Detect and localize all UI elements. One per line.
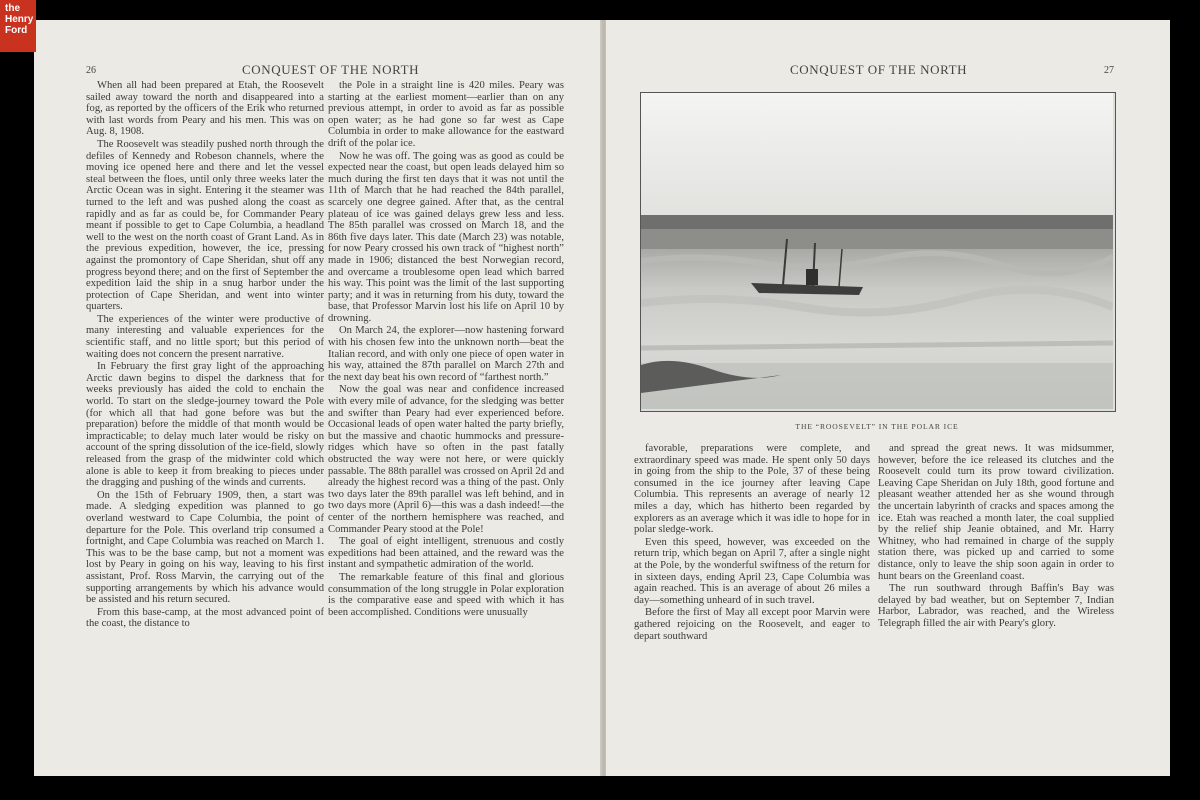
running-head-right: CONQUEST OF THE NORTH: [790, 62, 968, 77]
paragraph: The goal of eight intelligent, strenuous and costly expeditions had been attained, and the reward was the instant and sympathetic admiration of the world.: [328, 536, 564, 571]
paragraph: The experiences of the winter were productive of many interesting and valuable experiences for the scientific staff, and no little sport; but this period of waiting does not concern the present narrative.: [86, 313, 324, 360]
paragraph: and spread the great news. It was midsummer, however, before the ice released its clutches and the Roosevelt could turn its prow toward civilization. Leaving Cape Sheridan on July 18th, good fortune and pleasant weather attended her as she wound through the uncertain labyrinth of cracks and spaces among the ice. Etah was reached a month later, the coal supplied by the relief ship Jeanie obtained, and Mr. Harry Whitney, who had remained in charge of the supply station there, was picked up and carried to some distance, only to leave the ship soon again in order to hunt bears on the Greenland coast.: [878, 443, 1114, 582]
henry-ford-logo: [0, 0, 36, 52]
right-page: [606, 20, 1170, 776]
left-page-column-2: [328, 80, 564, 712]
paragraph: favorable, preparations were complete, and extraordinary speed was made. He spent only 50 days in going from the ship to the Pole, 37 of these being consumed in the ice journey after leaving Cape Columbia. This represents an average of nearly 12 miles a day, which has hitherto been regarded by explorers as an average which it was idle to hope for in polar sledge-work.: [634, 443, 870, 536]
paragraph: On the 15th of February 1909, then, a start was made. A sledging expedition was planned to go overland westward to Cape Columbia, the point of departure for the Pole. This overland trip consumed a fortnight, and Cape Columbia was reached on March 1. This was to be the base camp, but not a moment was lost by Peary in going on his way, leaving to his first assistant, Prof. Ross Marvin, the carrying out of the supporting arrangements by which his advance would be assisted and his return secured.: [86, 489, 324, 606]
running-head-left: CONQUEST OF THE NORTH: [242, 62, 420, 77]
logo-line-1: the: [5, 3, 20, 14]
paragraph: From this base-camp, at the most advanced point of the coast, the distance to: [86, 606, 324, 630]
paragraph: Now he was off. The going was as good as could be expected near the coast, but open leads delayed him so much during the first ten days that it was not until the 11th of March that he had reached the 84th parallel, scarcely one degree gained. After that, as the central plateau of ice was gained delays grew less and less. The 85th parallel was crossed on March 18, and the 86th five days later. This date (March 23) was notable, for now Peary crossed his own track of “highest north” made in 1906; distanced the best Norwegian record, and overcame a troublesome open lead which barred his way. This point was the limit of the last supporting party; and it was in returning from his duty, toward the base, that Professor Marvin lost his life on April 10 by drowning.: [328, 150, 564, 324]
left-page: [34, 20, 604, 776]
page-number-right: 27: [1104, 65, 1114, 76]
logo-line-3: Ford: [5, 25, 28, 36]
paragraph: Even this speed, however, was exceeded on the return trip, which began on April 7, after a single night at the Pole, by the wonderful swiftness of the return for in sixteen days, ending April 23, Cape Columbia was again reached. This is an average of about 26 miles a day—something unheard of in such travel.: [634, 536, 870, 606]
paragraph: Now the goal was near and confidence increased with every mile of advance, for the sledging was better and swifter than Peary had ever experienced before. Occasional leads of open water halted the party briefly, but the massive and chaotic hummocks and pressure-ridges which have so often in the past fatally obstructed the way were not here, or were quickly passable. The 88th parallel was crossed on April 2d and already the highest record was a thing of the past. Only two days later the 89th parallel was left behind, and in two days more (April 6)—this was a dash indeed!—the center of the northern hemisphere was reached, and Commander Peary stood at the Pole!: [328, 384, 564, 535]
photo-illustration: [641, 93, 1113, 409]
right-page-column-1: [634, 443, 870, 683]
photo-caption: THE “ROOSEVELT” IN THE POLAR ICE: [795, 422, 959, 431]
logo-line-2: Henry: [5, 14, 34, 25]
page-number-left: 26: [86, 65, 96, 76]
paragraph: Before the first of May all except poor Marvin were gathered rejoicing on the Roosevelt, and eager to depart southward: [634, 607, 870, 642]
left-page-column-1: [86, 80, 324, 712]
ship-in-ice-photograph: [641, 93, 1113, 409]
paragraph: The run southward through Baffin's Bay was delayed by bad weather, but on September 7, Indian Harbor, Labrador, was reached, and the Wireless Telegraph filled the air with Peary's glory.: [878, 583, 1114, 629]
paragraph: the Pole in a straight line is 420 miles. Peary was starting at the earliest moment—earlier than on any previous attempt, in order to avoid as far as possible open water; as he had gone so far west as Cape Columbia in order to make allowance for the eastward drift of the polar ice.: [328, 80, 564, 149]
book-spread: [34, 20, 1170, 776]
paragraph: On March 24, the explorer—now hastening forward with his chosen few into the unknown north—beat the Italian record, and with only one piece of open water in his way, attained the 87th parallel on March 27th and the next day beat his own record of “farthest north.”: [328, 325, 564, 383]
photograph-frame: [640, 92, 1116, 412]
paragraph: The Roosevelt was steadily pushed north through the defiles of Kennedy and Robeson channels, where the moving ice opened here and there and let the vessel steal between the floes, until only three weeks later the Arctic Ocean was in sight. Entering it the steamer was turned to the left and was pushed along the coast as rapidly and as far as could be, for Commander Peary meant if possible to get to Cape Columbia, a headland well to the west on the north coast of Grant Land. As in the previous expedition, however, the ice, pressing against the promontory of Cape Sheridan, shut off any progress beyond there; and on the first of September the expedition laid the ship in a snug harbor under the protection of Cape Sheridan, and went into winter quarters.: [86, 138, 324, 313]
paragraph: In February the first gray light of the approaching Arctic dawn begins to dispel the darkness that for weeks previously has aided the cold to enchain the world. To start on the sledge-journey toward the Pole (for which all that had gone before was but the preparation) before the middle of that month would be impracticable; to delay much later would be risky on account of the spring dissolution of the ice-field, slowly released from the grasp of the midwinter cold which alone is able to keep it from breaking to pieces under the dragging and pushing of the winds and currents.: [86, 361, 324, 489]
paragraph: When all had been prepared at Etah, the Roosevelt sailed away toward the north and disappeared into a fog, as reported by the officers of the Erik who returned with last words from Peary and his men. This was on Aug. 8, 1908.: [86, 80, 324, 138]
paragraph: The remarkable feature of this final and glorious consummation of the long struggle in Polar exploration is the comparative ease and speed with which it has been accomplished. Conditions were unusually: [328, 571, 564, 618]
right-page-column-2: [878, 443, 1114, 683]
